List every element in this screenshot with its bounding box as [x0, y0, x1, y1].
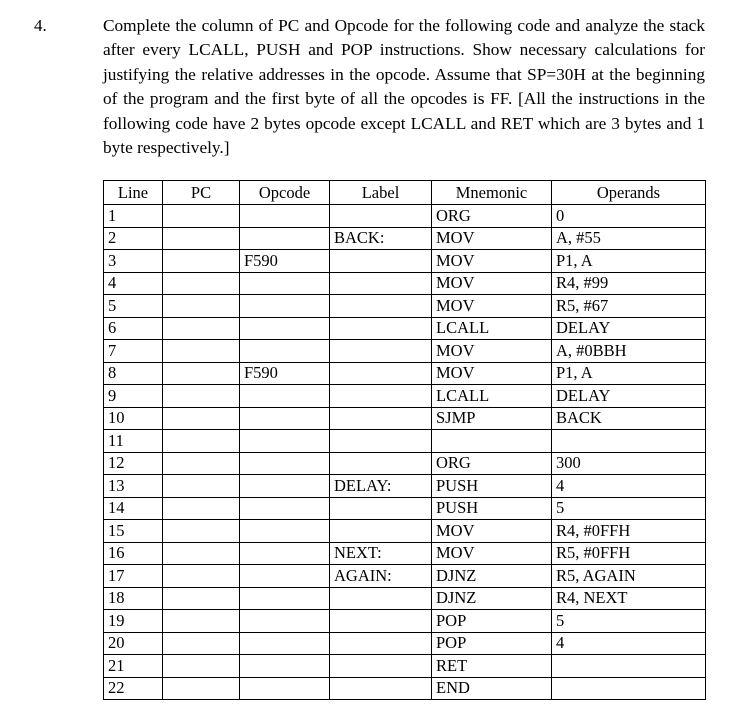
cell-pc — [163, 272, 240, 295]
cell-opcode — [240, 520, 330, 543]
table-row — [104, 452, 706, 475]
cell-line: 9 — [104, 385, 163, 408]
header-line: Line — [104, 181, 163, 205]
table-row — [104, 677, 706, 700]
cell-operands: 5 — [552, 610, 706, 633]
cell-operands: R5, AGAIN — [552, 565, 706, 588]
cell-opcode — [240, 227, 330, 250]
cell-opcode — [240, 385, 330, 408]
table-row — [104, 340, 706, 363]
table-row — [104, 632, 706, 655]
cell-opcode — [240, 295, 330, 318]
cell-label — [330, 317, 432, 340]
code-table-body — [104, 205, 706, 700]
cell-operands — [552, 655, 706, 678]
cell-label: BACK: — [330, 227, 432, 250]
cell-pc — [163, 565, 240, 588]
cell-opcode: F590 — [240, 362, 330, 385]
table-row — [104, 205, 706, 228]
cell-label: AGAIN: — [330, 565, 432, 588]
cell-mnemonic: LCALL — [432, 385, 552, 408]
cell-pc — [163, 317, 240, 340]
cell-operands: 4 — [552, 632, 706, 655]
cell-line: 2 — [104, 227, 163, 250]
cell-pc — [163, 587, 240, 610]
cell-operands: A, #55 — [552, 227, 706, 250]
cell-label — [330, 655, 432, 678]
cell-pc — [163, 295, 240, 318]
cell-label: DELAY: — [330, 475, 432, 498]
cell-opcode — [240, 340, 330, 363]
cell-label — [330, 205, 432, 228]
cell-opcode — [240, 677, 330, 700]
cell-mnemonic — [432, 430, 552, 453]
cell-mnemonic: MOV — [432, 250, 552, 273]
table-row — [104, 362, 706, 385]
cell-mnemonic: MOV — [432, 272, 552, 295]
cell-line: 21 — [104, 655, 163, 678]
cell-label: NEXT: — [330, 542, 432, 565]
code-table — [103, 180, 706, 700]
cell-mnemonic: POP — [432, 632, 552, 655]
cell-opcode — [240, 655, 330, 678]
cell-mnemonic: MOV — [432, 362, 552, 385]
table-row — [104, 430, 706, 453]
cell-label — [330, 452, 432, 475]
cell-operands: 5 — [552, 497, 706, 520]
cell-opcode — [240, 317, 330, 340]
cell-line: 7 — [104, 340, 163, 363]
cell-line: 14 — [104, 497, 163, 520]
cell-opcode — [240, 430, 330, 453]
cell-operands: R4, NEXT — [552, 587, 706, 610]
table-row — [104, 272, 706, 295]
table-row — [104, 542, 706, 565]
table-row — [104, 227, 706, 250]
header-operands: Operands — [552, 181, 706, 205]
table-row — [104, 610, 706, 633]
cell-pc — [163, 250, 240, 273]
table-row — [104, 520, 706, 543]
cell-line: 3 — [104, 250, 163, 273]
cell-line: 15 — [104, 520, 163, 543]
cell-mnemonic: ORG — [432, 205, 552, 228]
cell-mnemonic: ORG — [432, 452, 552, 475]
cell-operands: DELAY — [552, 317, 706, 340]
cell-line: 11 — [104, 430, 163, 453]
table-row — [104, 475, 706, 498]
cell-mnemonic: SJMP — [432, 407, 552, 430]
cell-line: 12 — [104, 452, 163, 475]
cell-pc — [163, 520, 240, 543]
header-pc: PC — [163, 181, 240, 205]
cell-mnemonic: DJNZ — [432, 587, 552, 610]
cell-pc — [163, 475, 240, 498]
cell-pc — [163, 452, 240, 475]
cell-line: 4 — [104, 272, 163, 295]
table-row — [104, 565, 706, 588]
cell-line: 8 — [104, 362, 163, 385]
cell-mnemonic: LCALL — [432, 317, 552, 340]
cell-pc — [163, 362, 240, 385]
table-row — [104, 587, 706, 610]
header-label: Label — [330, 181, 432, 205]
cell-opcode — [240, 205, 330, 228]
cell-pc — [163, 227, 240, 250]
cell-label — [330, 677, 432, 700]
table-row — [104, 295, 706, 318]
cell-pc — [163, 407, 240, 430]
cell-operands: R5, #0FFH — [552, 542, 706, 565]
cell-pc — [163, 430, 240, 453]
cell-mnemonic: MOV — [432, 340, 552, 363]
cell-opcode — [240, 610, 330, 633]
cell-operands: P1, A — [552, 362, 706, 385]
cell-mnemonic: MOV — [432, 542, 552, 565]
cell-line: 6 — [104, 317, 163, 340]
cell-label — [330, 632, 432, 655]
cell-opcode — [240, 272, 330, 295]
cell-line: 10 — [104, 407, 163, 430]
cell-opcode — [240, 407, 330, 430]
cell-opcode: F590 — [240, 250, 330, 273]
cell-line: 18 — [104, 587, 163, 610]
cell-line: 5 — [104, 295, 163, 318]
cell-pc — [163, 632, 240, 655]
cell-operands: R4, #0FFH — [552, 520, 706, 543]
cell-label — [330, 407, 432, 430]
cell-line: 20 — [104, 632, 163, 655]
cell-opcode — [240, 542, 330, 565]
cell-line: 19 — [104, 610, 163, 633]
header-opcode: Opcode — [240, 181, 330, 205]
cell-mnemonic: MOV — [432, 520, 552, 543]
cell-label — [330, 250, 432, 273]
cell-operands: R5, #67 — [552, 295, 706, 318]
cell-label — [330, 272, 432, 295]
cell-opcode — [240, 475, 330, 498]
table-row — [104, 317, 706, 340]
cell-label — [330, 340, 432, 363]
cell-operands: DELAY — [552, 385, 706, 408]
cell-pc — [163, 655, 240, 678]
cell-mnemonic: RET — [432, 655, 552, 678]
cell-mnemonic: DJNZ — [432, 565, 552, 588]
cell-operands: 4 — [552, 475, 706, 498]
cell-mnemonic: MOV — [432, 227, 552, 250]
cell-operands: R4, #99 — [552, 272, 706, 295]
cell-label — [330, 587, 432, 610]
cell-label — [330, 497, 432, 520]
cell-pc — [163, 340, 240, 363]
question-number: 4. — [34, 16, 47, 35]
cell-mnemonic: END — [432, 677, 552, 700]
cell-line: 17 — [104, 565, 163, 588]
table-row — [104, 250, 706, 273]
cell-operands: BACK — [552, 407, 706, 430]
cell-pc — [163, 610, 240, 633]
cell-operands — [552, 430, 706, 453]
cell-opcode — [240, 632, 330, 655]
cell-pc — [163, 677, 240, 700]
cell-mnemonic: PUSH — [432, 497, 552, 520]
header-mnemonic: Mnemonic — [432, 181, 552, 205]
table-row — [104, 407, 706, 430]
table-row — [104, 385, 706, 408]
cell-pc — [163, 542, 240, 565]
cell-opcode — [240, 565, 330, 588]
cell-label — [330, 520, 432, 543]
cell-operands: 300 — [552, 452, 706, 475]
cell-mnemonic: PUSH — [432, 475, 552, 498]
table-row — [104, 655, 706, 678]
cell-pc — [163, 385, 240, 408]
cell-opcode — [240, 452, 330, 475]
cell-label — [330, 385, 432, 408]
cell-operands: 0 — [552, 205, 706, 228]
cell-line: 13 — [104, 475, 163, 498]
cell-line: 1 — [104, 205, 163, 228]
cell-label — [330, 362, 432, 385]
cell-opcode — [240, 497, 330, 520]
cell-line: 22 — [104, 677, 163, 700]
table-row — [104, 497, 706, 520]
cell-label — [330, 610, 432, 633]
cell-operands: A, #0BBH — [552, 340, 706, 363]
cell-operands — [552, 677, 706, 700]
cell-mnemonic: POP — [432, 610, 552, 633]
cell-mnemonic: MOV — [432, 295, 552, 318]
question-text: Complete the column of PC and Opcode for the following code and analyze the stack after every LCALL, PUSH and POP instructions. Show necessary calculations for justifying the relative addresses in the opcode. Assume that SP=30H at the beginning of the program and the first byte of all the opcodes is FF. [All the instructions in the following code have 2 bytes opcode except LCALL and RET which are 3 bytes and 1 byte respectively.] — [103, 16, 705, 158]
cell-label — [330, 295, 432, 318]
cell-label — [330, 430, 432, 453]
cell-pc — [163, 205, 240, 228]
cell-line: 16 — [104, 542, 163, 565]
cell-pc — [163, 497, 240, 520]
cell-opcode — [240, 587, 330, 610]
cell-operands: P1, A — [552, 250, 706, 273]
table-header-row — [104, 181, 706, 205]
